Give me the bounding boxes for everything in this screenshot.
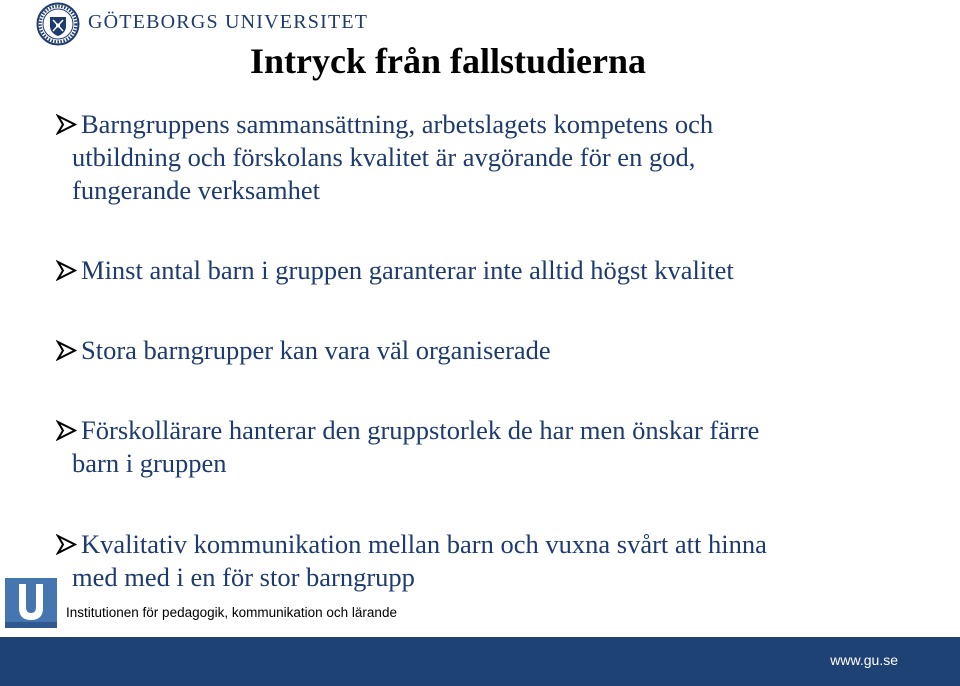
arrowhead-bullet-icon <box>56 114 77 135</box>
bullet-text <box>56 528 767 594</box>
bullet-line: Barngruppens sammansättning, arbetslagets kompetens och <box>81 109 714 139</box>
bullet-line: Förskollärare hanterar den gruppstorlek de har men önskar färre <box>81 415 760 445</box>
arrowhead-bullet-icon <box>56 420 77 441</box>
bullet-line: Kvalitativ kommunikation mellan barn och vuxna svårt att hinna <box>81 529 767 559</box>
arrowhead-bullet-icon <box>56 260 77 281</box>
bullet-line: barn i gruppen <box>72 448 227 478</box>
bullet-text <box>56 254 734 287</box>
bullet-item <box>56 528 767 594</box>
bullet-line: fungerande verksamhet <box>72 175 320 205</box>
bullet-text <box>56 414 759 480</box>
university-seal-icon <box>36 2 80 46</box>
bullet-line: med med i en för stor barngrupp <box>72 562 415 592</box>
institution-name: Institutionen för pedagogik, kommunikation och lärande <box>66 605 397 620</box>
bullet-line: utbildning och förskolans kvalitet är avgörande för en god, <box>72 142 696 172</box>
bullet-text <box>56 334 551 367</box>
bullet-item <box>56 334 551 367</box>
bullet-text <box>56 108 713 207</box>
gu-u-logo-icon <box>5 578 57 628</box>
bullet-line: Minst antal barn i gruppen garanterar inte alltid högst kvalitet <box>81 255 734 285</box>
bullet-line: Stora barngrupper kan vara väl organiserade <box>81 335 551 365</box>
bullet-item <box>56 108 713 207</box>
footer-url[interactable]: www.gu.se <box>830 652 898 668</box>
slide-title: Intryck från fallstudierna <box>250 41 646 81</box>
bullet-item <box>56 254 734 287</box>
university-name: GÖTEBORGS UNIVERSITET <box>88 11 369 33</box>
arrowhead-bullet-icon <box>56 340 77 361</box>
arrowhead-bullet-icon <box>56 534 77 555</box>
footer-bar <box>0 637 960 686</box>
bullet-item <box>56 414 759 480</box>
